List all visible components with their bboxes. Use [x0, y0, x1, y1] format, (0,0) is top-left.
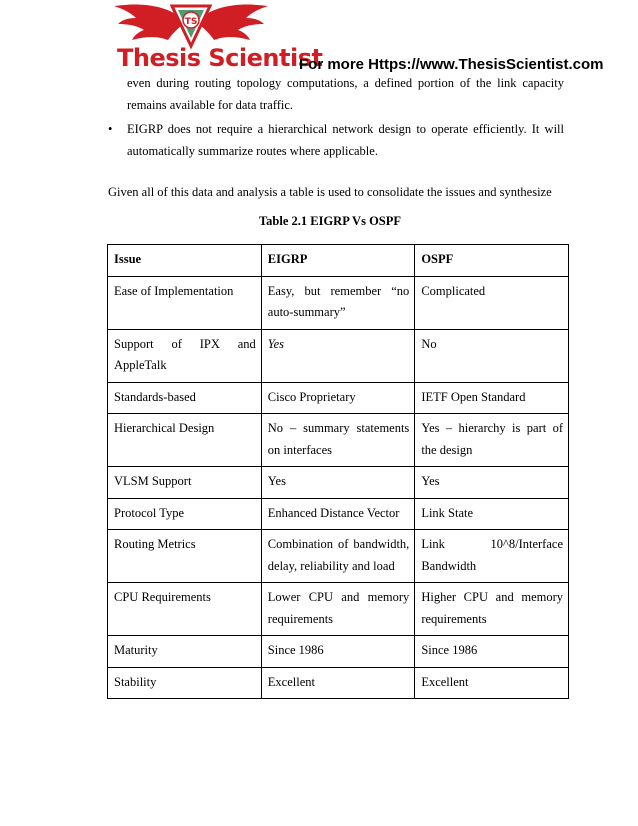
cell-ospf: IETF Open Standard [415, 382, 569, 414]
brand-name: Thesis Scientist [117, 44, 323, 72]
cell-issue: Maturity [108, 636, 262, 668]
header-eigrp: EIGRP [261, 245, 415, 277]
cell-issue: Support of IPX and AppleTalk [108, 329, 262, 382]
cell-issue: CPU Requirements [108, 583, 262, 636]
cell-eigrp: Easy, but remember “no auto-summary” [261, 276, 415, 329]
bullet-icon: • [108, 122, 113, 136]
cell-issue: Standards-based [108, 382, 262, 414]
cell-eigrp: Enhanced Distance Vector [261, 498, 415, 530]
cell-issue: Stability [108, 667, 262, 699]
cell-eigrp: No – summary statements on interfaces [261, 414, 415, 467]
table-row [108, 329, 569, 382]
cell-ospf: Yes [415, 467, 569, 499]
cell-ospf: Excellent [415, 667, 569, 699]
cell-ospf: Higher CPU and memory requirements [415, 583, 569, 636]
svg-text:TS: TS [184, 17, 198, 27]
cell-ospf: Link 10^8/Interface Bandwidth [415, 530, 569, 583]
continuation-paragraph: even during routing topology computations, a defined portion of the link capacity remains available for data traffic. [127, 76, 564, 112]
cell-eigrp: Excellent [261, 667, 415, 699]
cell-eigrp: Cisco Proprietary [261, 382, 415, 414]
cell-eigrp: Combination of bandwidth, delay, reliability and load [261, 530, 415, 583]
table-header-row [108, 245, 569, 277]
cell-eigrp: Since 1986 [261, 636, 415, 668]
cell-ospf: Since 1986 [415, 636, 569, 668]
cell-ospf: Complicated [415, 276, 569, 329]
table-row [108, 530, 569, 583]
summary-paragraph: Given all of this data and analysis a table is used to consolidate the issues and synthesize [108, 185, 552, 199]
table-row [108, 414, 569, 467]
table-row [108, 498, 569, 530]
table-row [108, 276, 569, 329]
cell-eigrp: Lower CPU and memory requirements [261, 583, 415, 636]
comparison-table [107, 244, 569, 699]
table-row [108, 382, 569, 414]
cell-eigrp: Yes [261, 329, 415, 382]
header-ospf: OSPF [415, 245, 569, 277]
website-link[interactable]: For more Https://www.ThesisScientist.com [299, 56, 604, 73]
cell-issue: Routing Metrics [108, 530, 262, 583]
cell-ospf: Link State [415, 498, 569, 530]
cell-eigrp: Yes [261, 467, 415, 499]
table-row [108, 667, 569, 699]
header-issue: Issue [108, 245, 262, 277]
table-row [108, 467, 569, 499]
cell-ospf: No [415, 329, 569, 382]
thesis-scientist-logo [108, 0, 323, 78]
cell-issue: Ease of Implementation [108, 276, 262, 329]
logo-emblem-icon [108, 0, 274, 50]
table-row [108, 583, 569, 636]
bullet-text: EIGRP does not require a hierarchical network design to operate efficiently. It will automatically summarize routes where applicable. [127, 122, 564, 158]
cell-issue: Protocol Type [108, 498, 262, 530]
cell-ospf: Yes – hierarchy is part of the design [415, 414, 569, 467]
page-header [0, 0, 638, 78]
table-caption: Table 2.1 EIGRP Vs OSPF [258, 214, 402, 228]
table-row [108, 636, 569, 668]
cell-issue: VLSM Support [108, 467, 262, 499]
cell-issue: Hierarchical Design [108, 414, 262, 467]
